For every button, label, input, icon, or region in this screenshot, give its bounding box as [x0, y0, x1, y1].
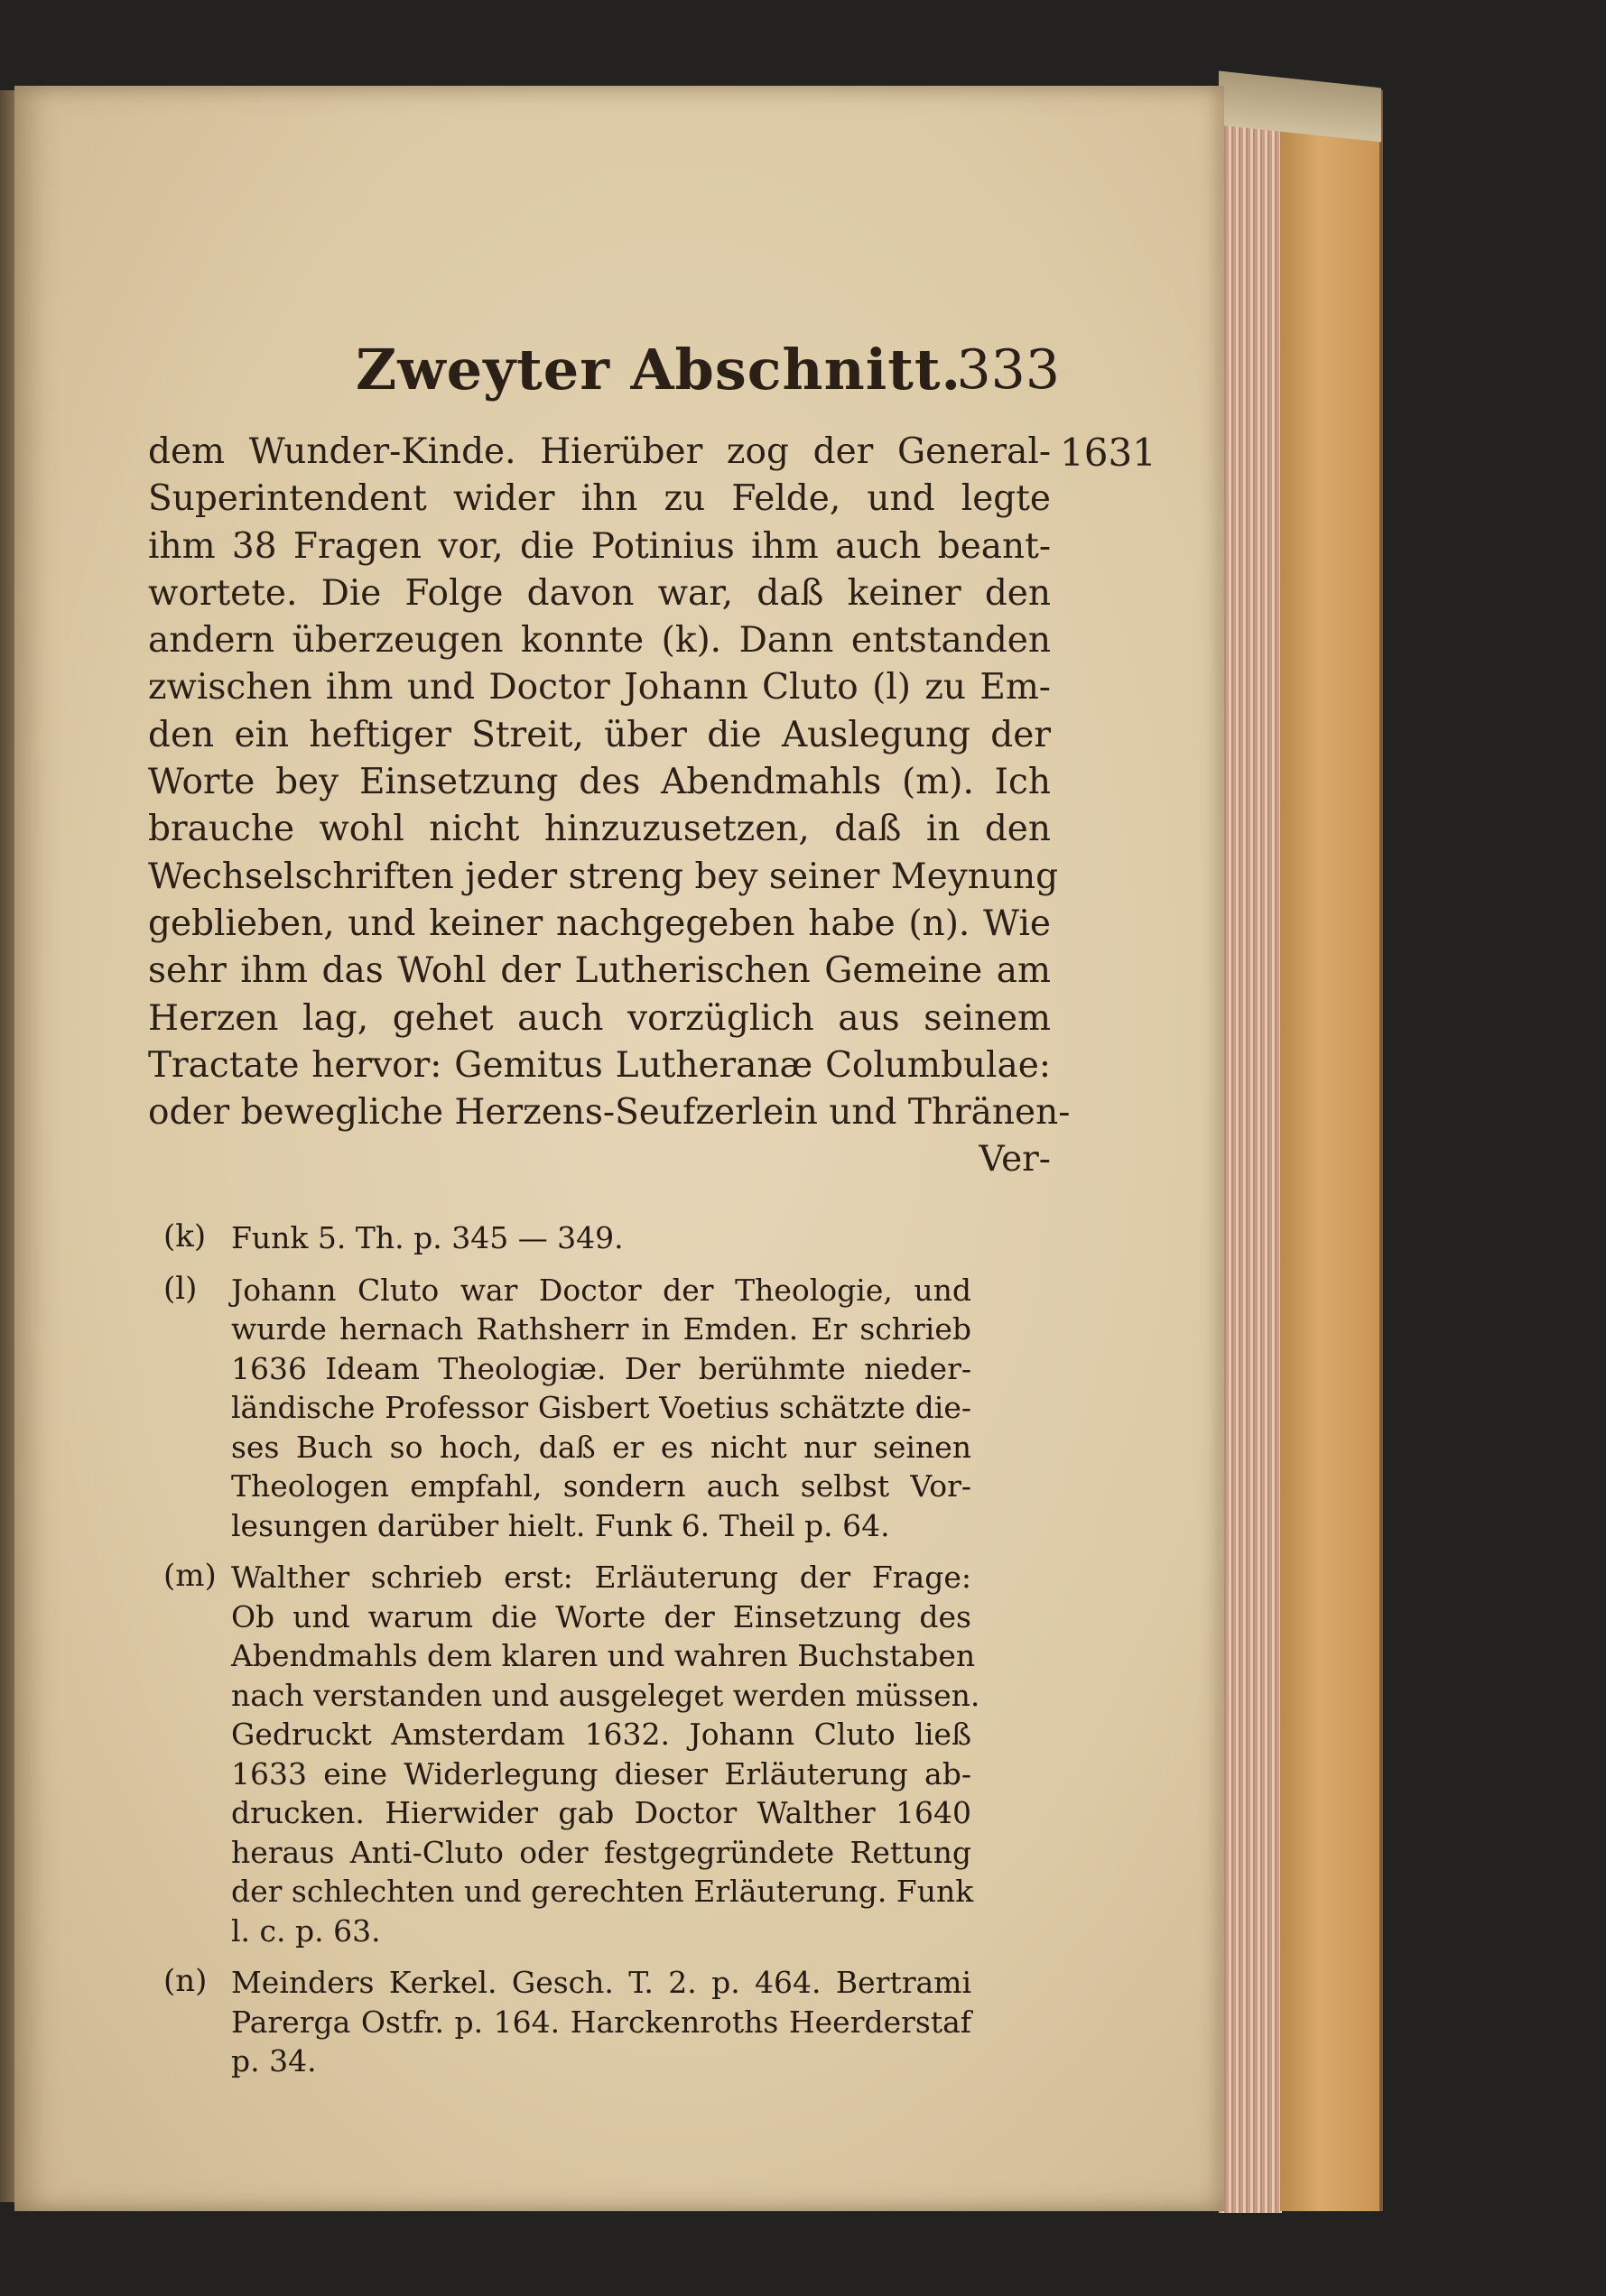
footnote-line: ländische Professor Gisbert Voetius schätzte die-: [231, 1390, 971, 1425]
page-block-edges: [1219, 83, 1282, 2213]
footnote-line: wurde hernach Rathsherr in Emden. Er schrieb: [231, 1311, 971, 1347]
body-line: geblieben, und keiner nachgegeben habe (n). Wie: [148, 903, 1051, 944]
footnote-marker: (k): [163, 1218, 207, 1254]
footnotes: [163, 1218, 980, 2094]
body-line: dem Wunder-Kinde. Hierüber zog der General-: [148, 431, 1051, 472]
footnote-line: 1636 Ideam Theologiæ. Der berühmte nieder-: [231, 1350, 971, 1386]
body-line: Tractate hervor: Gemitus Lutheranæ Columbulae:: [148, 1044, 1051, 1086]
body-line: den ein heftiger Streit, über die Auslegung der: [148, 714, 1051, 755]
main-text-block: [148, 329, 1156, 1184]
footnote-m: [163, 1558, 980, 1950]
footnote-line: Ob und warum die Worte der Einsetzung des: [231, 1598, 971, 1634]
footnote-n: [163, 1963, 971, 2081]
footnote-line: nach verstanden und ausgeleget werden müssen.: [231, 1677, 980, 1713]
footnote-marker: (l): [163, 1270, 198, 1307]
body-line: ihm 38 Fragen vor, die Potinius ihm auch beant-: [148, 525, 1051, 567]
footnote-l: [163, 1270, 971, 1546]
footnote-line: Funk 5. Th. p. 345 — 349.: [231, 1220, 624, 1255]
footnote-marker: (m): [163, 1558, 217, 1594]
footnote-marker: (n): [163, 1963, 208, 1999]
body-line: sehr ihm das Wohl der Lutherischen Gemeine am: [148, 950, 1051, 992]
page-header: [148, 329, 1060, 429]
body-line: Superintendent wider ihn zu Felde, und legte: [148, 478, 1051, 520]
body-line: Wechselschriften jeder streng bey seiner Meynung: [148, 856, 1059, 897]
book-page: [14, 86, 1224, 2211]
footnote-line: Theologen empfahl, sondern auch selbst Vor-: [231, 1468, 971, 1504]
footnote-k: [163, 1218, 971, 1258]
footnote-line: Parerga Ostfr. p. 164. Harckenroths Heerderstaf: [231, 2004, 971, 2040]
footnote-line: drucken. Hierwider gab Doctor Walther 1640: [231, 1795, 971, 1830]
footnote-line: 1633 eine Widerlegung dieser Erläuterung ab-: [231, 1755, 971, 1791]
body-text: [148, 429, 1071, 1184]
footnote-line: Gedruckt Amsterdam 1632. Johann Cluto ließ: [231, 1717, 971, 1752]
footnote-line: Walther schrieb erst: Erläuterung der Frage:: [231, 1560, 971, 1595]
footnote-line: l. c. p. 63.: [231, 1912, 381, 1949]
body-line: andern überzeugen konnte (k). Dann entstanden: [148, 620, 1051, 662]
footnote-line: lesungen darüber hielt. Funk 6. Theil p. 64.: [231, 1507, 890, 1543]
footnote-line: Abendmahls dem klaren und wahren Buchstaben: [231, 1638, 976, 1673]
page-number: 333: [956, 338, 1060, 402]
footnote-line: heraus Anti-Cluto oder festgegründete Rettung: [231, 1834, 971, 1870]
footnote-line: der schlechten und gerechten Erläuterung. Funk: [231, 1874, 974, 1909]
body-line: zwischen ihm und Doctor Johann Cluto (l) zu Em-: [148, 667, 1051, 708]
body-line: Herzen lag, gehet auch vorzüglich aus seinem: [148, 997, 1051, 1039]
body-line: oder bewegliche Herzens-Seufzerlein und Thränen-: [148, 1092, 1071, 1134]
footnote-line: Meinders Kerkel. Gesch. T. 2. p. 464. Bertrami: [231, 1965, 971, 2000]
footnote-line: Johann Cluto war Doctor der Theologie, und: [231, 1272, 971, 1308]
body-line: wortete. Die Folge davon war, daß keiner den: [148, 572, 1051, 614]
running-head: Zweyter Abschnitt.: [356, 337, 962, 403]
body-line: brauche wohl nicht hinzuzusetzen, daß in den: [148, 809, 1051, 850]
body-line: Worte bey Einsetzung des Abendmahls (m). Ich: [148, 762, 1051, 803]
catchword: Ver-: [979, 1139, 1051, 1180]
footnote-line: p. 34.: [231, 2043, 317, 2078]
book-cover: [1280, 90, 1383, 2211]
footnote-line: ses Buch so hoch, daß er es nicht nur seinen: [231, 1429, 971, 1465]
margin-year: 1631: [1060, 430, 1156, 475]
